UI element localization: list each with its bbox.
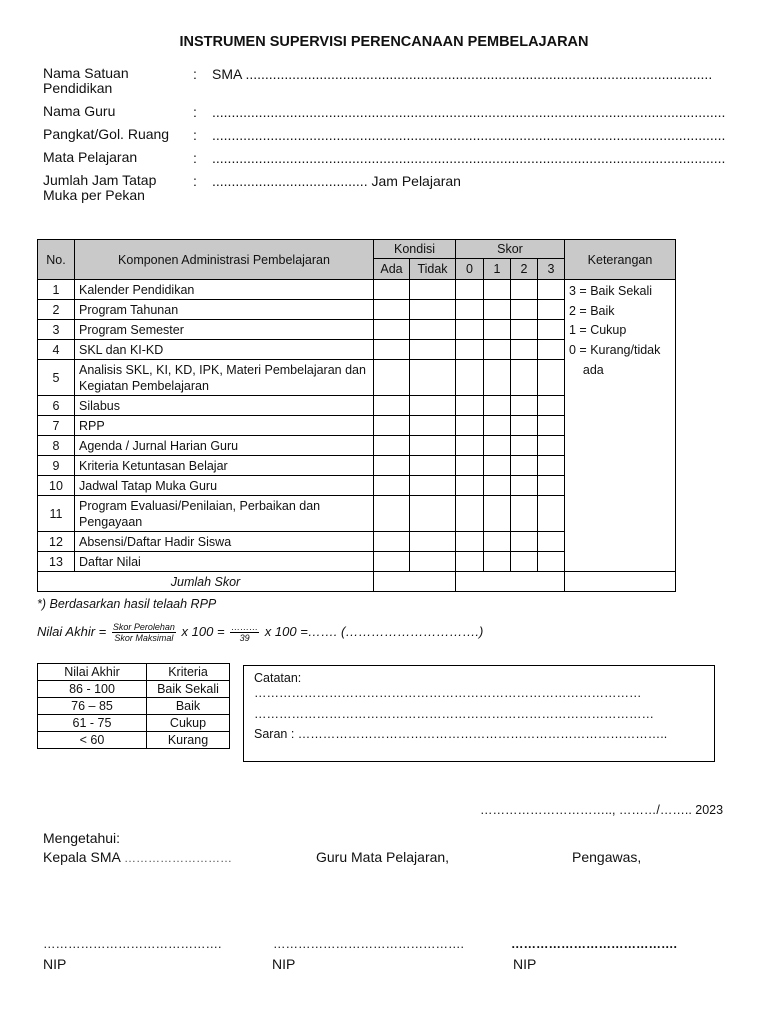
ada-cell[interactable]: [374, 532, 410, 552]
score-2-cell[interactable]: [511, 300, 538, 320]
criteria-range: < 60: [38, 732, 147, 749]
row-component: Kalender Pendidikan: [75, 280, 374, 300]
identity-label-mapel: Mata Pelajaran: [43, 149, 138, 165]
ada-cell[interactable]: [374, 476, 410, 496]
score-0-cell[interactable]: [456, 280, 484, 300]
score-0-cell[interactable]: [456, 396, 484, 416]
row-number: 5: [38, 360, 75, 396]
score-2-cell[interactable]: [511, 496, 538, 532]
mengetahui-label: Mengetahui:: [43, 830, 121, 846]
fraction-value-denominator: 39: [239, 633, 250, 643]
criteria-range: 76 – 85: [38, 698, 147, 715]
assessment-table: [37, 239, 676, 592]
score-2-cell[interactable]: [511, 436, 538, 456]
row-component: RPP: [75, 416, 374, 436]
suggestion-line[interactable]: Saran : ……………………………………………………………………………..: [254, 727, 668, 741]
row-number: 7: [38, 416, 75, 436]
score-1-cell[interactable]: [484, 280, 511, 300]
score-1-cell[interactable]: [484, 552, 511, 572]
date-line[interactable]: ………………………….., ………/…….. 2023: [480, 803, 724, 817]
score-0-cell[interactable]: [456, 532, 484, 552]
row-component: Program Semester: [75, 320, 374, 340]
row-number: 10: [38, 476, 75, 496]
header-component: Komponen Administrasi Pembelajaran: [75, 240, 374, 280]
fraction-value-numerator[interactable]: ………: [231, 622, 259, 632]
score-2-cell[interactable]: [511, 396, 538, 416]
principal-nip: NIP: [43, 956, 67, 972]
total-keterangan-cell: [565, 572, 676, 592]
row-component: Program Evaluasi/Penilaian, Perbaikan dan Pengayaan: [75, 496, 374, 532]
score-3-cell[interactable]: [538, 396, 565, 416]
score-1-cell[interactable]: [484, 320, 511, 340]
header-score-2: 2: [511, 259, 538, 280]
score-3-cell[interactable]: [538, 416, 565, 436]
formula-times: x 100 =: [181, 623, 225, 639]
score-1-cell[interactable]: [484, 496, 511, 532]
criteria-row: [38, 715, 230, 732]
row-number: 9: [38, 456, 75, 476]
ada-cell[interactable]: [374, 496, 410, 532]
score-0-cell[interactable]: [456, 320, 484, 340]
score-0-cell[interactable]: [456, 436, 484, 456]
identity-label-jam: Jumlah Jam Tatap Muka per Pekan: [43, 172, 157, 203]
identity-label-satuan: Nama Satuan Pendidikan: [43, 65, 129, 96]
table-row: [38, 280, 676, 300]
identity-colon: :: [193, 104, 197, 120]
criteria-header-label: Kriteria: [147, 664, 230, 681]
score-2-cell[interactable]: [511, 552, 538, 572]
formula-prefix: Nilai Akhir =: [37, 623, 107, 639]
notes-box[interactable]: [243, 665, 715, 762]
tidak-cell[interactable]: [410, 476, 456, 496]
principal-label: Kepala SMA ………………………: [43, 849, 232, 865]
page-title: INSTRUMEN SUPERVISI PERENCANAAN PEMBELAJARAN: [179, 34, 589, 50]
row-number: 8: [38, 436, 75, 456]
criteria-header-row: [38, 664, 230, 681]
principal-signature-line[interactable]: …………………………………….: [43, 937, 222, 951]
score-3-cell[interactable]: [538, 280, 565, 300]
fraction-denominator: Skor Maksimal: [114, 633, 174, 643]
tidak-cell[interactable]: [410, 320, 456, 340]
score-3-cell[interactable]: [538, 300, 565, 320]
identity-colon: :: [193, 66, 197, 82]
identity-value-mapel[interactable]: ....................................................................................................................................: [212, 150, 726, 166]
score-2-cell[interactable]: [511, 280, 538, 300]
total-score-cell[interactable]: [456, 572, 565, 592]
identity-colon: :: [193, 127, 197, 143]
principal-school-dots[interactable]: ………………………: [123, 851, 232, 865]
row-component: Jadwal Tatap Muka Guru: [75, 476, 374, 496]
supervisor-nip: NIP: [513, 956, 537, 972]
header-tidak: Tidak: [410, 259, 456, 280]
identity-value-pangkat[interactable]: ....................................................................................................................................: [212, 127, 726, 143]
score-0-cell[interactable]: [456, 300, 484, 320]
tidak-cell[interactable]: [410, 416, 456, 436]
identity-value-jam[interactable]: ........................................ Jam Pelajaran: [212, 173, 461, 189]
header-no: No.: [38, 240, 75, 280]
row-component: Agenda / Jurnal Harian Guru: [75, 436, 374, 456]
row-component: SKL dan KI-KD: [75, 340, 374, 360]
row-component: Kriteria Ketuntasan Belajar: [75, 456, 374, 476]
score-0-cell[interactable]: [456, 496, 484, 532]
formula-result[interactable]: x 100 =……. (………………………….): [264, 623, 484, 639]
ada-cell[interactable]: [374, 320, 410, 340]
row-number: 13: [38, 552, 75, 572]
criteria-label: Kurang: [147, 732, 230, 749]
ada-cell[interactable]: [374, 340, 410, 360]
criteria-table: [37, 663, 230, 749]
score-0-cell[interactable]: [456, 416, 484, 436]
row-number: 1: [38, 280, 75, 300]
keterangan-cell: [565, 280, 676, 572]
teacher-label: Guru Mata Pelajaran,: [316, 849, 450, 865]
score-1-cell[interactable]: [484, 360, 511, 396]
footnote: *) Berdasarkan hasil telaah RPP: [37, 597, 217, 611]
criteria-label: Baik Sekali: [147, 681, 230, 698]
score-2-cell[interactable]: [511, 456, 538, 476]
header-score-1: 1: [484, 259, 511, 280]
teacher-signature-line[interactable]: ……………………………………….: [273, 937, 464, 951]
header-score-3: 3: [538, 259, 565, 280]
score-3-cell[interactable]: [538, 476, 565, 496]
supervisor-signature-line[interactable]: ………………………………….: [511, 937, 677, 951]
keterangan-line: 0 = Kurang/tidak: [569, 343, 661, 358]
tidak-cell[interactable]: [410, 456, 456, 476]
tidak-cell[interactable]: [410, 496, 456, 532]
row-component: Daftar Nilai: [75, 552, 374, 572]
fraction-score: [112, 622, 176, 643]
score-2-cell[interactable]: [511, 340, 538, 360]
final-score-formula: [37, 622, 483, 643]
score-2-cell[interactable]: [511, 360, 538, 396]
criteria-row: [38, 732, 230, 749]
header-skor: Skor: [456, 240, 565, 259]
keterangan-line: 1 = Cukup: [569, 323, 627, 338]
fraction-value: [230, 622, 259, 643]
total-row: [38, 572, 676, 592]
score-1-cell[interactable]: [484, 340, 511, 360]
row-number: 2: [38, 300, 75, 320]
row-component: Absensi/Daftar Hadir Siswa: [75, 532, 374, 552]
ada-cell[interactable]: [374, 360, 410, 396]
criteria-range: 61 - 75: [38, 715, 147, 732]
header-kondisi: Kondisi: [374, 240, 456, 259]
tidak-cell[interactable]: [410, 552, 456, 572]
identity-value-satuan[interactable]: SMA ........................................................................................................................: [212, 66, 713, 82]
fraction-numerator: Skor Perolehan: [112, 622, 175, 632]
row-number: 6: [38, 396, 75, 416]
tidak-cell[interactable]: [410, 300, 456, 320]
ada-cell[interactable]: [374, 396, 410, 416]
notes-label: Catatan:: [254, 671, 302, 685]
criteria-header-score: Nilai Akhir: [38, 664, 147, 681]
notes-line-2[interactable]: ……………………………………………………………………………………: [254, 707, 654, 721]
notes-line-1[interactable]: …………………………………………………………………………………: [254, 686, 642, 700]
score-3-cell[interactable]: [538, 552, 565, 572]
score-1-cell[interactable]: [484, 476, 511, 496]
row-number: 4: [38, 340, 75, 360]
tidak-cell[interactable]: [410, 532, 456, 552]
keterangan-line: ada: [569, 362, 604, 377]
header-score-0: 0: [456, 259, 484, 280]
identity-label-pangkat: Pangkat/Gol. Ruang: [43, 126, 170, 142]
teacher-nip: NIP: [272, 956, 296, 972]
header-keterangan: Keterangan: [565, 240, 676, 280]
score-2-cell[interactable]: [511, 416, 538, 436]
criteria-label: Cukup: [147, 715, 230, 732]
identity-value-guru[interactable]: ....................................................................................................................................: [212, 104, 726, 120]
tidak-cell[interactable]: [410, 360, 456, 396]
identity-colon: :: [193, 150, 197, 166]
score-2-cell[interactable]: [511, 476, 538, 496]
criteria-label: Baik: [147, 698, 230, 715]
tidak-cell[interactable]: [410, 396, 456, 416]
ada-cell[interactable]: [374, 456, 410, 476]
supervisor-label: Pengawas,: [572, 849, 642, 865]
row-component: Program Tahunan: [75, 300, 374, 320]
score-1-cell[interactable]: [484, 300, 511, 320]
keterangan-line: 2 = Baik: [569, 303, 615, 318]
score-1-cell[interactable]: [484, 532, 511, 552]
row-component: Silabus: [75, 396, 374, 416]
score-3-cell[interactable]: [538, 436, 565, 456]
total-kondisi-cell[interactable]: [374, 572, 456, 592]
score-1-cell[interactable]: [484, 456, 511, 476]
score-2-cell[interactable]: [511, 532, 538, 552]
row-number: 3: [38, 320, 75, 340]
identity-label-guru: Nama Guru: [43, 103, 116, 119]
identity-colon: :: [193, 173, 197, 189]
header-ada: Ada: [374, 259, 410, 280]
keterangan-line: 3 = Baik Sekali: [569, 284, 653, 298]
ada-cell[interactable]: [374, 300, 410, 320]
score-0-cell[interactable]: [456, 360, 484, 396]
score-3-cell[interactable]: [538, 532, 565, 552]
score-3-cell[interactable]: [538, 496, 565, 532]
ada-cell[interactable]: [374, 436, 410, 456]
score-3-cell[interactable]: [538, 340, 565, 360]
score-1-cell[interactable]: [484, 396, 511, 416]
score-3-cell[interactable]: [538, 360, 565, 396]
ada-cell[interactable]: [374, 280, 410, 300]
score-2-cell[interactable]: [511, 320, 538, 340]
row-number: 11: [38, 496, 75, 532]
score-3-cell[interactable]: [538, 456, 565, 476]
score-0-cell[interactable]: [456, 340, 484, 360]
criteria-row: [38, 681, 230, 698]
tidak-cell[interactable]: [410, 436, 456, 456]
score-0-cell[interactable]: [456, 476, 484, 496]
tidak-cell[interactable]: [410, 280, 456, 300]
criteria-row: [38, 698, 230, 715]
row-component: Analisis SKL, KI, KD, IPK, Materi Pembelajaran dan Kegiatan Pembelajaran: [75, 360, 374, 396]
score-1-cell[interactable]: [484, 416, 511, 436]
score-3-cell[interactable]: [538, 320, 565, 340]
row-number: 12: [38, 532, 75, 552]
score-0-cell[interactable]: [456, 552, 484, 572]
tidak-cell[interactable]: [410, 340, 456, 360]
criteria-range: 86 - 100: [38, 681, 147, 698]
total-score-label: Jumlah Skor: [38, 572, 374, 592]
ada-cell[interactable]: [374, 552, 410, 572]
score-0-cell[interactable]: [456, 456, 484, 476]
score-1-cell[interactable]: [484, 436, 511, 456]
ada-cell[interactable]: [374, 416, 410, 436]
